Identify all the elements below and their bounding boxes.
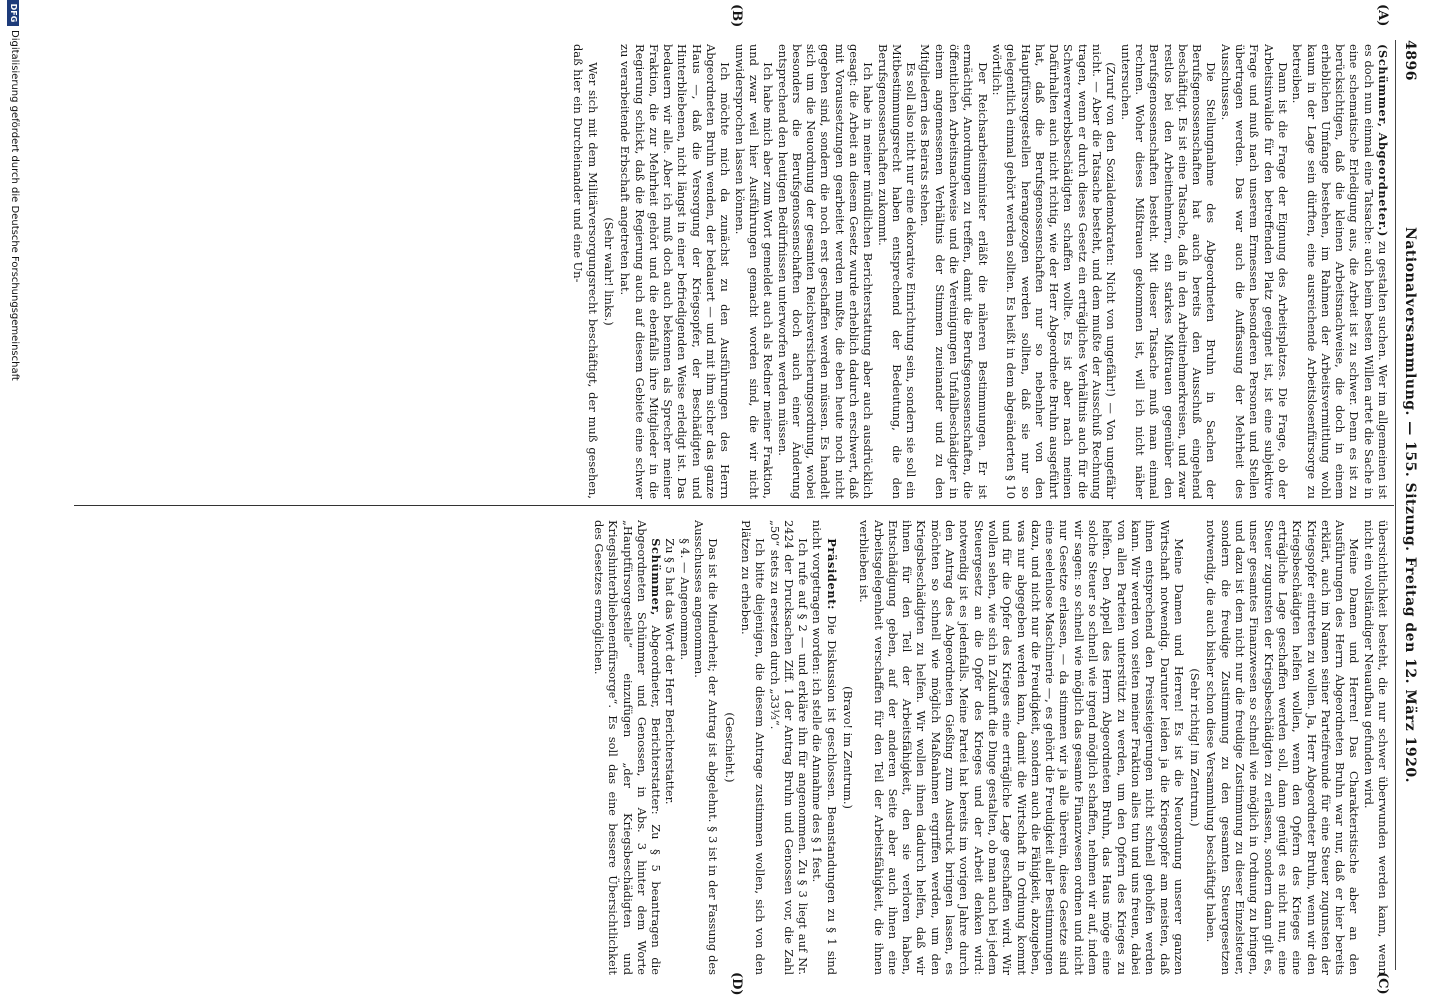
paragraph: Ich habe in meiner mündlichen Berichterstattung aber auch ausdrücklich gesagt: die Arbeit an diesem Gesetz wurde erheblich dadurch erschwert, daß mit Voraussetzungen gearbeitet werden mußte, die eben heute noch nicht gegeben sind, sondern die noch erst geschaffen werden müssen. Es handelt sich um die Neuordnung der gesamten Reichsversicherungsordnung, wobei besonders die Berufsgenossenschaften doch auch einer Änderung entsprechend den heutigen Bedürfnissen unterworfen werden müssen. xyxy=(775,44,876,499)
paragraph: übersichtlichkeit besteht, die nur schwer überwunden werden kann, wenn nicht ein vollständiger Neuaufbau gefunden wird. xyxy=(1361,520,1390,975)
paragraph xyxy=(592,520,663,975)
quoted-paragraph: Der Reichsarbeitsminister erläßt die näheren Bestimmungen. Er ist ermächtigt, Anordnungen zu treffen, damit die Berufsgenossenschaften, die öffentlichen Arbeitsnachweise und die Vereinigungen Unfallbeschädigter in einem angemessenen Verhältnis der Stimmen zueinander und zu den Mitgliedern des Beirats stehen. xyxy=(918,44,990,499)
paragraph: (Zuruf von den Sozialdemokraten: Nicht von ungefähr!) — Von ungefähr nicht. — Aber die Tatsache besteht, und dem mußte der Ausschuß Rechnung tragen, wenn er durch dieses Gesetz ein erträgliches Verhältnis auch für die Schwererwerbsbeschädigten schaffen wollte. Es ist aber nach meinen Dafürhalten auch nicht richtig, wie der Herr Abgeordnete Bruhn ausgeführt hat, daß die Berufsgenossenschaften nur so nebenher von den Hauptfürsorgestellen herangezogen werden sollten, daß sie nur so gelegentlich einmal gehört werden sollten. Es heißt in dem abgeänderten § 10 wörtlich: xyxy=(989,44,1119,499)
paragraph: Ich möchte mich da zunächst zu den Ausführungen des Herrn Abgeordneten Bruhn wenden, der bedauert — und mit ihm sicher das ganze Haus —, daß die Versorgung der Kriegsopfer, der Beschädigten und Hinterbliebenen, nicht längst in einer befriedigenden Weise erledigt ist. Das bedauern wir alle. Aber ich muß doch auch bekennen als Sprecher meiner Fraktion, die zur Mehrheit gehört und die ebenfalls ihre Mitglieder in die Regierung schickt, daß die Regierung auch auf diesem Gebiete eine schwer zu verarbeitende Erbschaft angetreten hat. xyxy=(618,44,733,499)
paragraph: § 4. — Angenommen. xyxy=(677,538,692,661)
interjection: (Sehr wahr! links.) xyxy=(601,217,616,326)
marker-a: (A) xyxy=(1375,4,1390,27)
right-column xyxy=(60,520,1390,975)
paragraph: Dann ist die Frage der Eignung des Arbeitsplatzes. Die Frage, ob der Arbeitsinvalide für den betreffenden Platz geeignet ist, ist eine subjektive Frage und muß nach unserem Ermessen besonderen Personen und Stellen übertragen werden. Das war auch die Auffassung der Mehrheit des Ausschusses. xyxy=(1218,44,1290,499)
paragraph: Ich rufe auf § 2 — und erkläre ihn für angenommen. Zu § 3 liegt auf Nr. 2424 der Drucksachen Ziff. 1 der Antrag Bruhn und Genossen vor, die Zahl „50“ stets zu ersetzen durch „33⅓“. xyxy=(767,520,811,975)
left-column xyxy=(60,44,1390,499)
paragraph xyxy=(1290,44,1390,499)
speaker-label: Schümmer, xyxy=(649,538,664,616)
interjection: (Bravo! im Zentrum.) xyxy=(841,686,856,809)
paragraph: Zu § 5 hat das Wort der Herr Berichterstatter. xyxy=(663,538,678,805)
interjection: (Geschieht.) xyxy=(722,712,737,783)
column-divider xyxy=(74,505,1394,506)
paragraph: Wer sich mit dem Militärversorgungsrecht beschäftigt, der muß gesehen, daß hier ein Durcheinander und eine Un- xyxy=(571,44,600,499)
paragraph: Die Stellungnahme des Abgeordneten Bruhn in Sachen der Berufsgenossenschaften hat auch bereits den Ausschuß eingehend beschäftigt. Es ist eine Tatsache, daß in den Arbeitnehmerkreisen, und zwar restlos bei den Arbeitnehmern, ein starkes Mißtrauen gegenüber den Berufsgenossenschaften besteht. Mit dieser Tatsache muß man einmal rechnen. Woher dieses Mißtrauen gekommen ist, will ich nicht näher untersuchen. xyxy=(1118,44,1219,499)
paragraph-text: Abgeordneter, Berichterstatter: Zu § 5 beantragen die Abgeordneten Schümmer und Genossen, in Abs. 3 hinter dem Worte „Hauptfürsorgestelle“ einzufügen „der Kriegsbeschädigten und Kriegshinterbliebenenfürsorge“. Es soll das eine bessere Übersichtlichkeit des Gesetzes ermöglichen. xyxy=(591,520,664,975)
paragraph: Das ist die Minderheit; der Antrag ist abgelehnt. § 3 ist in der Fassung des Ausschusses angenommen. xyxy=(692,520,721,975)
digitization-footer xyxy=(2,0,22,1000)
interjection: (Sehr richtig! im Zentrum.) xyxy=(1188,668,1203,827)
marker-b: (B) xyxy=(729,4,744,28)
speaker-label: (Schümmer, Abgeordneter.) xyxy=(1376,44,1390,237)
paragraph: Meine Damen und Herren! Es ist die Neuordnung unserer ganzen Wirtschaft notwendig. Darunter leiden ja die Kriegsopfer am meisten, daß ihnen entsprechend den Preissteigerungen nicht schnell geholfen werden kann. Wir werden von seiten meiner Fraktion alles tun und uns freuen, dabei von allen Parteien unterstützt zu werden, um den Opfern des Krieges zu helfen. Den Appell des Herrn Abgeordneten Bruhn, das Haus möge eine solche Steuer so schnell wie irgend möglich schaffen, nehmen wir auf, indem wir sagen: so schnell wie möglich das gesamte Finanzwesen ordnen und nicht nur Gesetze erlassen, — da stimmen wir ja alle überein, diese Gesetze sind eine seelenlose Maschinerie —, es gehört die Freudigkeit aller Bestimmungen dazu, und nicht nur die Freudigkeit, sondern auch die Fähigkeit, abzugeben, was nur abgegeben werden kann, damit die Wirtschaft in Ordnung kommt und für die Opfer des Krieges eine erträgliche Lage geschaffen wird. Wir wollen sehen, wie sich in Zukunft die Dinge gestalten, ob man auch bei jedem Steuergesetz an die Opfer des Krieges und der Arbeit denken wird: notwendig ist es jedenfalls. Meine Partei hat bereits im vorigen Jahre durch den Antrag des Abgeordneten Gießing zum Ausdruck bringen lassen, es möchten so schnell wie möglich Maßnahmen ergriffen werden, um den Kriegsbeschädigten zu helfen. Wir wollen ihnen dadurch helfen, daß wir ihnen für den Teil der Arbeitsfähigkeit, den sie verloren haben, Entschädigung geben, auf der anderen Seite aber auch ihnen eine Arbeitsgelegenheit verschaffen für den Teil der Arbeitsfähigkeit, die ihnen verblieben ist. xyxy=(857,520,1186,975)
marker-d: (D) xyxy=(729,972,744,996)
header-rule xyxy=(1395,40,1396,970)
paragraph xyxy=(810,520,839,975)
paragraph: Ich habe mich aber zum Wort gemeldet auch als Redner meiner Fraktion, und zwar weil hier Ausführungen gemacht worden sind, die wir nicht unwidersprochen lassen können. xyxy=(732,44,776,499)
paragraph-text: zu gestalten suchen. Wer im allgemeinen ist es doch nun einmal eine Tatsache: auch beim besten Willen artet die Sache in eine schematische Erledigung aus, die Arbeit ist zu schwer. Denn es ist zu berücksichtigen, daß die kleinen Arbeitsnachweise, die doch in einem erheblichen Umfange bestehen, im Rahmen der Arbeitsvermittlung wohl kaum in der Lage sein dürften, eine ausreichende Arbeitslosenfürsorge zu betreiben. xyxy=(1290,44,1390,499)
speaker-label: Präsident: xyxy=(824,538,839,610)
page-number: 4896 xyxy=(1402,40,1418,81)
marker-c: (C) xyxy=(1375,972,1390,995)
dfg-logo: DFG xyxy=(7,0,19,26)
paragraph: Meine Damen und Herren! Das Charakteristische aber an den Ausführungen des Herrn Abgeordneten Bruhn war nur, daß er hier bereits erklärt, auch im Namen seiner Parteifreunde für eine Steuer zugunsten der Kriegsopfer eintreten zu wollen. Ja, Herr Abgeordneter Bruhn, wenn wir den Kriegsbeschädigten helfen wollen, wenn den Opfern des Krieges eine erträgliche Lage geschaffen werden soll, dann genügt es nicht nur, eine Steuer zugunsten der Kriegsbeschädigten zu erlassen, sondern dann gilt es, unser gesamtes Finanzwesen so schnell wie möglich in Ordnung zu bringen, und dazu ist dem nicht nur die freudige Zustimmung zu dieser Einzelsteuer, sondern die freudige Zustimmung zu den gesamten Steuergesetzen notwendig, die auch bisher schon diese Versammlung beschäftigt haben. xyxy=(1204,520,1362,975)
running-title: Nationalversammlung. — 155. Sitzung. Freitag den 12. März 1920. xyxy=(1402,227,1418,783)
digitization-credit: Digitalisierung gefördert durch die Deutsche Forschungsgemeinschaft xyxy=(9,30,20,381)
paragraph: Ich bitte diejenigen, die diesem Antrage zustimmen wollen, sich von den Plätzen zu erheben. xyxy=(738,520,768,975)
paragraph-text: Die Diskussion ist geschlossen. Beanstandungen zu § 1 sind nicht vorgetragen worden: ich stelle die Annahme des § 1 fest. xyxy=(810,520,839,975)
paragraph: Es soll also nicht nur eine dekorative Einrichtung sein, sondern sie soll ein Mitbestimmungsrecht haben entsprechend der Bedeutung, die den Berufsgenossenschaften zukommt. xyxy=(875,44,919,499)
page-header xyxy=(1398,40,1420,970)
